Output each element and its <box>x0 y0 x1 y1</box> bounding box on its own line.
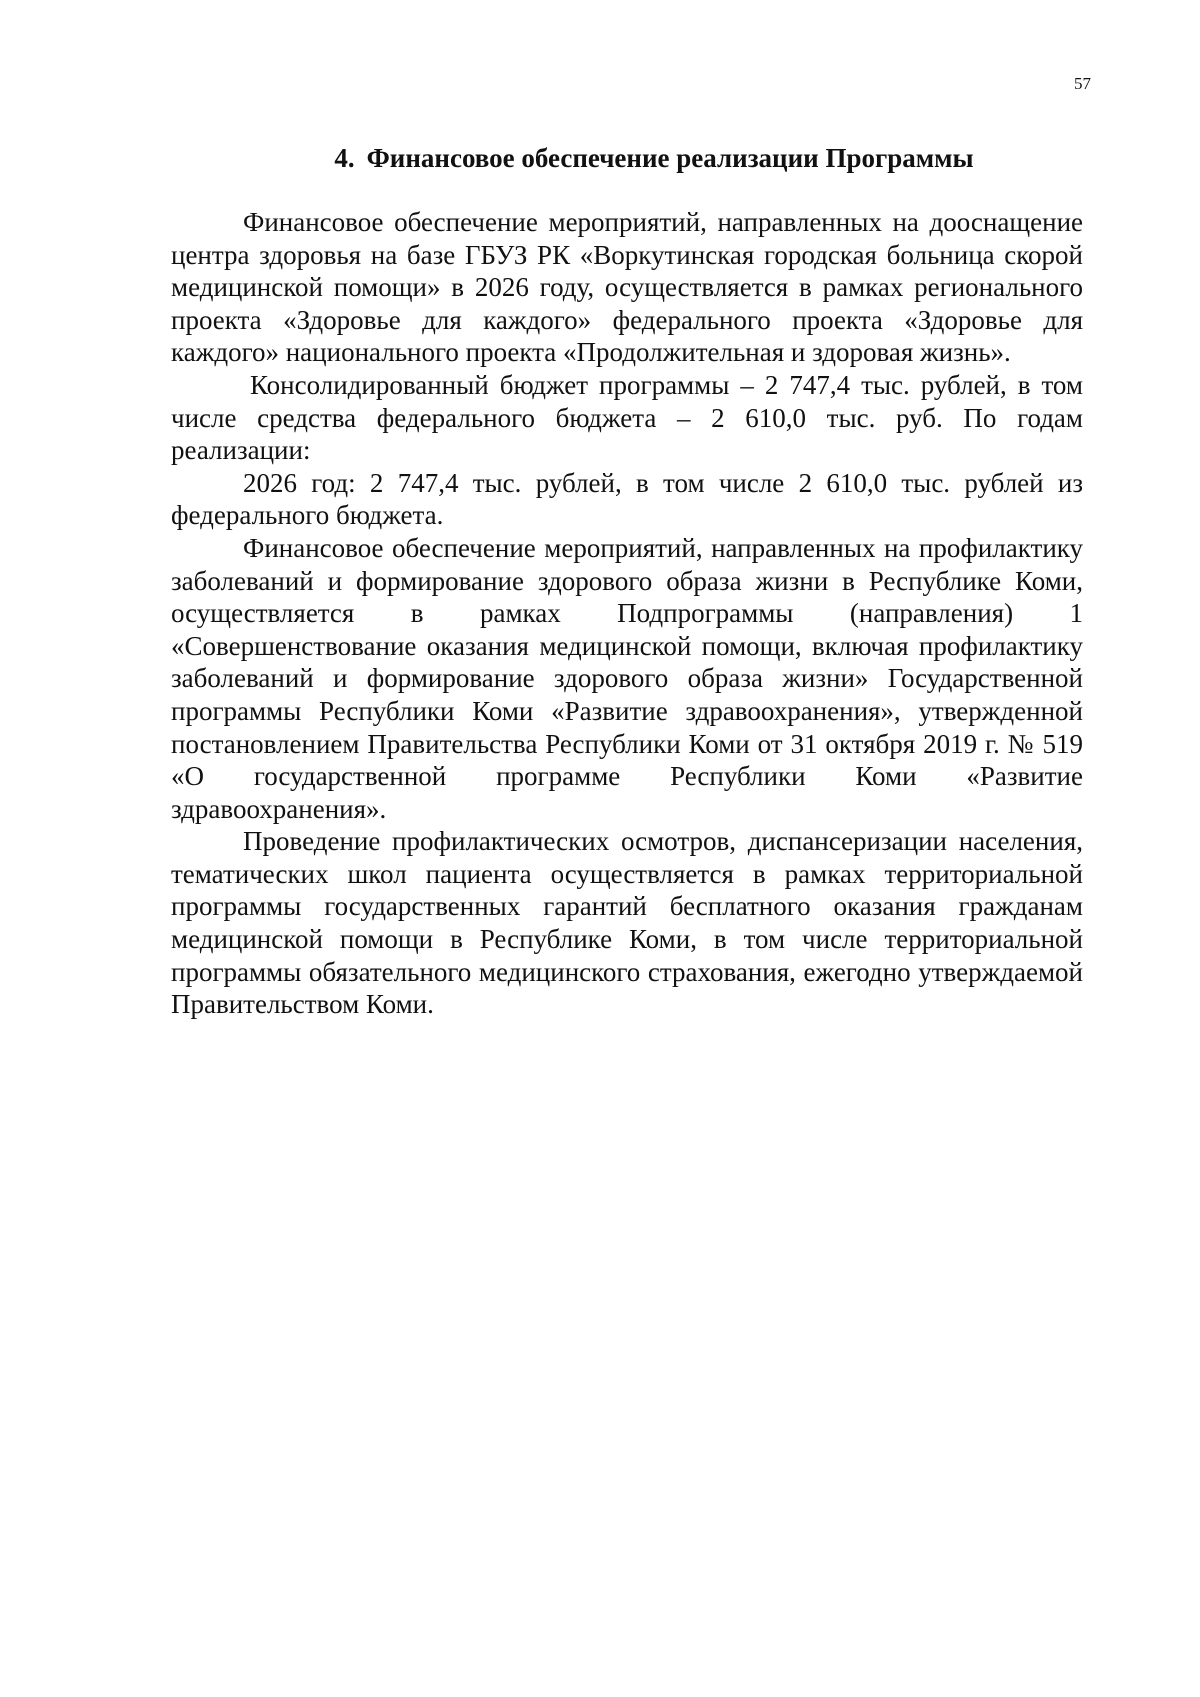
paragraph-financing-health-center: Финансовое обеспечение мероприятий, направленных на дооснащение центра здоровья на базе ГБУЗ РК «Воркутинская городская больница скорой медицинской помощи» в 2026 году, осуществляется в рамках регионального проекта «Здоровье для каждого» федерального проекта «Здоровье для каждого» национального проекта «Продолжительная и здоровая жизнь». <box>171 207 1083 368</box>
section-heading <box>0 141 1200 175</box>
paragraph-budget-2026: 2026 год: 2 747,4 тыс. рублей, в том числе 2 610,0 тыс. рублей из федерального бюджета. <box>171 467 1083 531</box>
paragraph-consolidated-budget: Консолидированный бюджет программы – 2 747,4 тыс. рублей, в том числе средства федерального бюджета – 2 610,0 тыс. руб. По годам реализации: <box>171 369 1083 466</box>
paragraph-financing-prevention: Финансовое обеспечение мероприятий, направленных на профилактику заболеваний и формирование здорового образа жизни в Республике Коми, осуществляется в рамках Подпрограммы (направления) 1 «Совершенствование оказания медицинской помощи, включая профилактику заболеваний и формирование здорового образа жизни» Государственной программы Республики Коми «Развитие здравоохранения», утвержденной постановлением Правительства Республики Коми от 31 октября 2019 г. № 519 «О государственной программе Республики Коми «Развитие здравоохранения». <box>171 532 1083 824</box>
section-title: Финансовое обеспечение реализации Программы <box>366 143 974 173</box>
page-number: 57 <box>1074 74 1091 93</box>
section-number: 4. <box>334 143 355 173</box>
body-text <box>171 206 1083 1021</box>
paragraph-preventive-examinations: Проведение профилактических осмотров, диспансеризации населения, тематических школ пациента осуществляется в рамках территориальной программы государственных гарантий бесплатного оказания гражданам медицинской помощи в Республике Коми, в том числе территориальной программы обязательного медицинского страхования, ежегодно утверждаемой Правительством Коми. <box>171 826 1083 1020</box>
